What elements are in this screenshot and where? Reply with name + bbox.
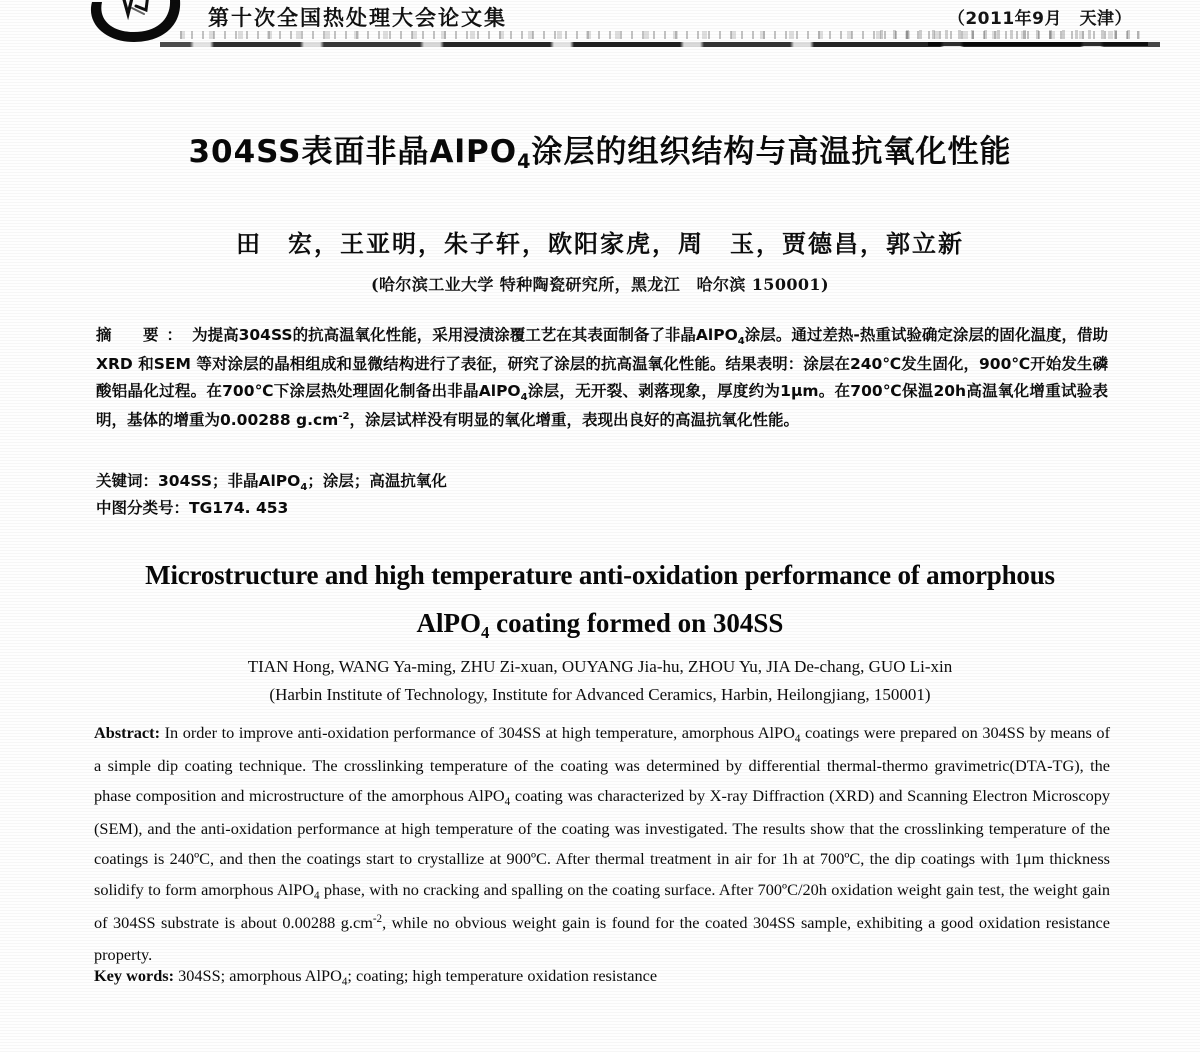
abstract-english [94, 718, 1110, 971]
keywords-english [94, 966, 1110, 986]
abstract-chinese-part2: 涂层。通过差热-热重试验确定涂层的固化温度，借助XRD 和SEM 等对涂层的晶相组成和显微结构进行了表征，研究了涂层的抗高温氧化性能。结果表明：涂层在240℃发生固化，900℃开始发生磷酸铝晶化过程。在700℃下涂层热处理固化制备出非晶AlPO [96, 326, 1109, 400]
abstract-english-label: Abstract: [94, 723, 161, 742]
abstract-english-sub2: 4 [504, 796, 511, 809]
header-divider-rule-right [928, 42, 1148, 46]
abstract-chinese-part3: 涂层，无开裂、剥落现象，厚度约为1μm。在700℃保温20h高温氧化增重试验表明，基体的增重为0.00288 g.cm [96, 382, 1108, 429]
page-title-chinese [0, 126, 1200, 171]
page-title-english-line1: Microstructure and high temperature anti-oxidation performance of amorphous [145, 560, 1055, 590]
keywords-chinese-text-a: 304SS；非晶AlPO [158, 472, 301, 490]
keywords-chinese [96, 469, 447, 491]
abstract-chinese-sub2: 4 [520, 392, 528, 403]
affiliation-chinese: (哈尔滨工业大学 特种陶瓷研究所，黑龙江 哈尔滨 150001) [371, 275, 829, 294]
keywords-english-label: Key words: [94, 966, 175, 985]
abstract-english-s1: In order to improve anti-oxidation performance of 304SS at high temperature, amorphous AlPO [160, 723, 795, 742]
abstract-english-s2: coatings were prepared on 304SS by means of a simple dip coating technique. The crosslinking temperature of the coating was determined by differential thermal-thermo gravimetric(DTA-TG), the phase composition and microstructure of the amorphous AlPO [94, 723, 1110, 806]
running-header [0, 0, 1200, 52]
keywords-english-sub: 4 [341, 976, 348, 988]
authors-english: TIAN Hong, WANG Ya-ming, ZHU Zi-xuan, OUYANG Jia-hu, ZHOU Yu, JIA De-chang, GUO Li-xin [247, 657, 953, 676]
en-title-l2-sub: 4 [481, 623, 490, 642]
clc-value: TG174. 453 [189, 499, 289, 517]
en-title-l2-b: coating formed on 304SS [489, 608, 784, 638]
keywords-chinese-label: 关键词： [96, 472, 159, 490]
abstract-english-sub3: 4 [313, 889, 320, 902]
header-rule-speckle-right [880, 30, 1140, 39]
clc-number-chinese [96, 496, 288, 518]
keywords-chinese-text-b: ；涂层；高温抗氧化 [307, 472, 447, 490]
clc-label: 中图分类号： [96, 499, 190, 517]
authors-chinese: 田 宏，王亚明，朱子轩，欧阳家虎，周 玉，贾德昌，郭立新 [236, 229, 964, 258]
keywords-english-b: ; coating; high temperature oxidation resistance [347, 966, 658, 985]
abstract-chinese-sup: -2 [338, 411, 350, 422]
abstract-chinese-part1: 为提高304SS的抗高温氧化性能，采用浸渍涂覆工艺在其表面制备了非晶AlPO [192, 326, 738, 344]
abstract-english-s4: phase, with no cracking and spalling on the coating surface. After 700ºC/20h oxidation weight gain test, the weight gain of 304SS substrate is about 0.00288 g.cm [94, 879, 1110, 932]
page-title-english-line2 [0, 608, 1200, 642]
abstract-chinese-part4: ，涂层试样没有明显的氧化增重，表现出良好的高温抗氧化性能。 [349, 411, 800, 429]
cn-title-suffix: 涂层的组织结构与高温抗氧化性能 [531, 134, 1012, 170]
affiliation-english: (Harbin Institute of Technology, Institute for Advanced Ceramics, Harbin, Heilongjiang, 150001) [269, 685, 931, 704]
keywords-chinese-sub: 4 [300, 482, 308, 493]
keywords-english-a: 304SS; amorphous AlPO [174, 966, 342, 985]
abstract-english-sup: -2 [372, 912, 383, 925]
abstract-chinese [96, 322, 1108, 436]
en-title-l2-a: AlPO [416, 608, 482, 638]
abstract-chinese-label: 摘 要： [96, 326, 191, 344]
abstract-english-sub1: 4 [794, 733, 801, 745]
cn-title-subscript: 4 [517, 150, 532, 173]
header-date-location: （2011年9月 天津） [947, 9, 1132, 29]
conference-crescent-logo-icon [76, 0, 196, 46]
cn-title-prefix: 304SS表面非晶AlPO [188, 134, 518, 170]
abstract-english-s5: , while no obvious weight gain is found for the coated 304SS sample, exhibiting a good oxidation resistance property. [94, 912, 1110, 965]
header-conference-title: 第十次全国热处理大会论文集 [208, 6, 507, 30]
abstract-english-s3: coating was characterized by X-ray Diffraction (XRD) and Scanning Electron Microscopy (SEM), and the anti-oxidation performance at high temperature of the coating was investigated. The results show that the crosslinking temperature of the coatings is 240ºC, and then the coatings start to crystallize at 900ºC. After thermal treatment in air for 1h at 700ºC, the dip coatings with 1μm thickness solidify to form amorphous AlPO [94, 786, 1111, 899]
abstract-chinese-sub1: 4 [737, 336, 745, 347]
